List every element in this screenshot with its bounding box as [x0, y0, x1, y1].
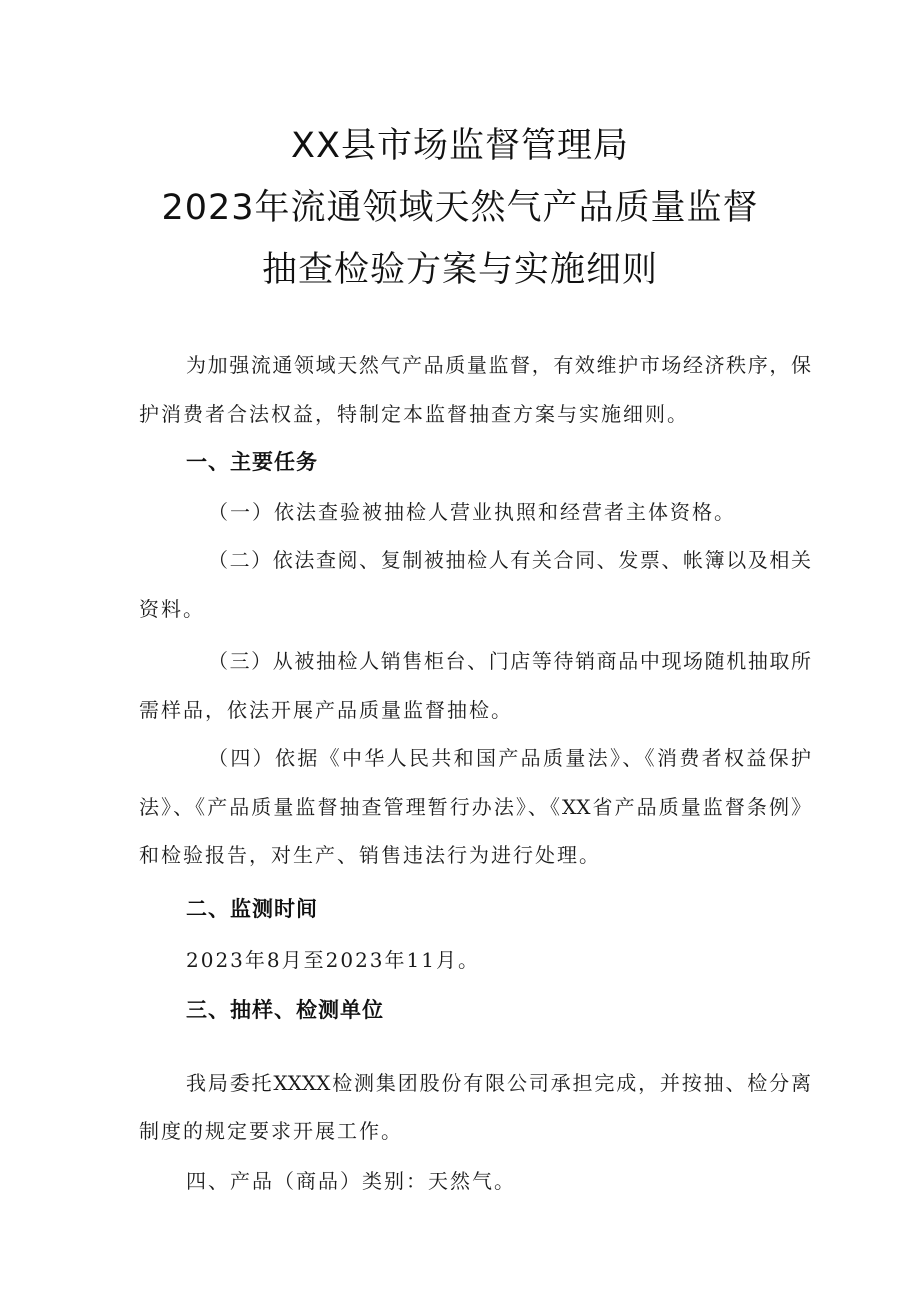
section-4-text: 四、产品（商品）类别：天然气。: [186, 1169, 516, 1193]
section-1-heading: 一、主要任务: [186, 450, 318, 474]
section-1-item-1: （一）依法查验被抽检人营业执照和经营者主体资格。: [208, 500, 736, 524]
intro-paragraph-line-2: 护消费者合法权益，特制定本监督抽查方案与实施细则。: [139, 402, 689, 426]
section-1-item-4-line-3: 和检验报告，对生产、销售违法行为进行处理。: [139, 843, 601, 867]
section-3-text-line-2: 制度的规定要求开展工作。: [139, 1119, 403, 1143]
section-1-item-2-line-1: （二）依法查阅、复制被抽检人有关合同、发票、帐簿以及相关: [208, 548, 811, 572]
section-1-item-4-line-1: （四）依据《中华人民共和国产品质量法》、《消费者权益保护: [208, 746, 811, 770]
title-line-1: XX县市场监督管理局: [291, 126, 629, 166]
intro-paragraph-line-1: 为加强流通领域天然气产品质量监督，有效维护市场经济秩序，保: [186, 353, 811, 377]
title-line-2: 2023年流通领域天然气产品质量监督: [161, 188, 759, 228]
section-3-heading: 三、抽样、检测单位: [186, 998, 384, 1022]
section-1-item-4-line-2: 法》、《产品质量监督抽查管理暂行办法》、《XX省产品质量监督条例》: [139, 795, 811, 819]
section-1-item-2-line-2: 资料。: [139, 597, 205, 621]
section-2-text: 2023年8月至2023年11月。: [186, 948, 480, 972]
section-3-text-line-1: 我局委托XXXX检测集团股份有限公司承担完成，并按抽、检分离: [186, 1071, 811, 1095]
section-1-item-3-line-1: （三）从被抽检人销售柜台、门店等待销商品中现场随机抽取所: [208, 649, 811, 673]
title-line-3: 抽查检验方案与实施细则: [261, 250, 658, 290]
section-1-item-3-line-2: 需样品，依法开展产品质量监督抽检。: [139, 698, 513, 722]
section-2-heading: 二、监测时间: [186, 897, 318, 921]
